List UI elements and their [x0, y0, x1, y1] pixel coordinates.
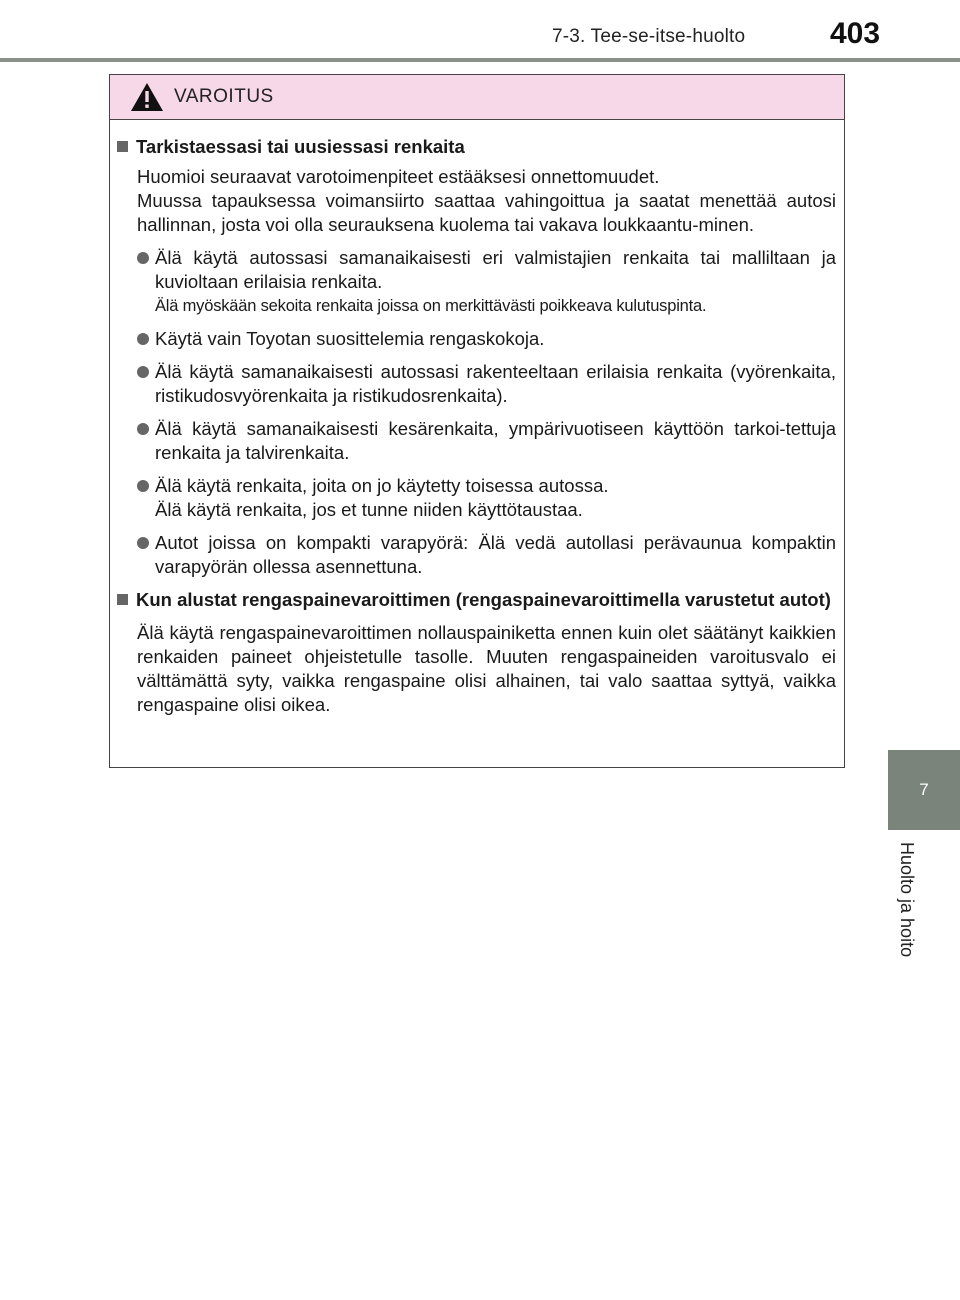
- section-heading-text: Kun alustat rengaspainevaroittimen (rengaspainevaroittimella varustetut autot): [136, 589, 831, 610]
- list-item-text: Käytä vain Toyotan suosittelemia rengaskokoja.: [155, 328, 545, 349]
- bullet-dot-icon: [137, 537, 149, 549]
- section-heading: [115, 135, 836, 159]
- header-divider: [0, 58, 960, 62]
- list-item: [137, 474, 836, 522]
- square-bullet-icon: [117, 141, 128, 152]
- warning-box: [109, 74, 845, 768]
- bullet-dot-icon: [137, 366, 149, 378]
- bullet-dot-icon: [137, 252, 149, 264]
- list-item-text: Älä käytä renkaita, joita on jo käytetty toisessa autossa.: [155, 475, 609, 496]
- list-item: [137, 327, 836, 351]
- warning-triangle-icon: [130, 82, 164, 112]
- bullet-dot-icon: [137, 480, 149, 492]
- section-intro: Muussa tapauksessa voimansiirto saattaa vahingoittua ja saatat menettää autosi hallinnan, josta voi olla seurauksena kuolema tai vakava loukkaantu-minen.: [137, 190, 836, 235]
- page-number: 403: [830, 17, 881, 50]
- list-item: [137, 531, 836, 579]
- list-item: [137, 417, 836, 465]
- section-heading-text: Tarkistaessasi tai uusiessasi renkaita: [136, 136, 465, 157]
- section-intro: Huomioi seuraavat varotoimenpiteet estääksesi onnettomuudet.: [137, 166, 660, 187]
- list-item-text: Autot joissa on kompakti varapyörä: Älä vedä autollasi perävaunua kompaktin varapyörän ollessa asennettuna.: [155, 532, 836, 577]
- square-bullet-icon: [117, 594, 128, 605]
- list-item: [137, 360, 836, 408]
- list-item-text: Älä käytä samanaikaisesti autossasi rakenteeltaan erilaisia renkaita (vyörenkaita, ristikudosvyörenkaita ja ristikudosrenkaita).: [155, 361, 836, 406]
- list-item-subtext: Älä käytä renkaita, jos et tunne niiden käyttötaustaa.: [155, 499, 583, 520]
- bullet-dot-icon: [137, 423, 149, 435]
- bullet-dot-icon: [137, 333, 149, 345]
- list-item-text: Älä käytä autossasi samanaikaisesti eri valmistajien renkaita tai malliltaan ja kuvioltaan erilaisia renkaita.: [155, 247, 836, 292]
- section-title: 7-3. Tee-se-itse-huolto: [552, 26, 746, 47]
- chapter-tab: [888, 750, 960, 830]
- list-item: [137, 246, 836, 318]
- warning-title: VAROITUS: [174, 86, 274, 107]
- warning-content: [110, 120, 844, 717]
- section-body: Älä käytä rengaspainevaroittimen nollauspainiketta ennen kuin olet säätänyt kaikkien renkaiden paineet ohjeistetulle tasolle. Muuten rengaspaineiden varoitusvalo ei välttämättä syty, vaikka rengaspaine olisi alhainen, tai valo saattaa syttyä, vaikka rengaspaine olisi oikea.: [137, 622, 836, 715]
- chapter-number: 7: [919, 780, 929, 799]
- warning-header: [110, 75, 844, 120]
- chapter-label: Huolto ja hoito: [897, 842, 917, 958]
- list-item-subtext: Älä myöskään sekoita renkaita joissa on merkittävästi poikkeava kulutuspinta.: [155, 297, 707, 315]
- list-item-text: Älä käytä samanaikaisesti kesärenkaita, ympärivuotiseen käyttöön tarkoi-tettuja renkaita ja talvirenkaita.: [155, 418, 836, 463]
- section-heading: [115, 588, 836, 612]
